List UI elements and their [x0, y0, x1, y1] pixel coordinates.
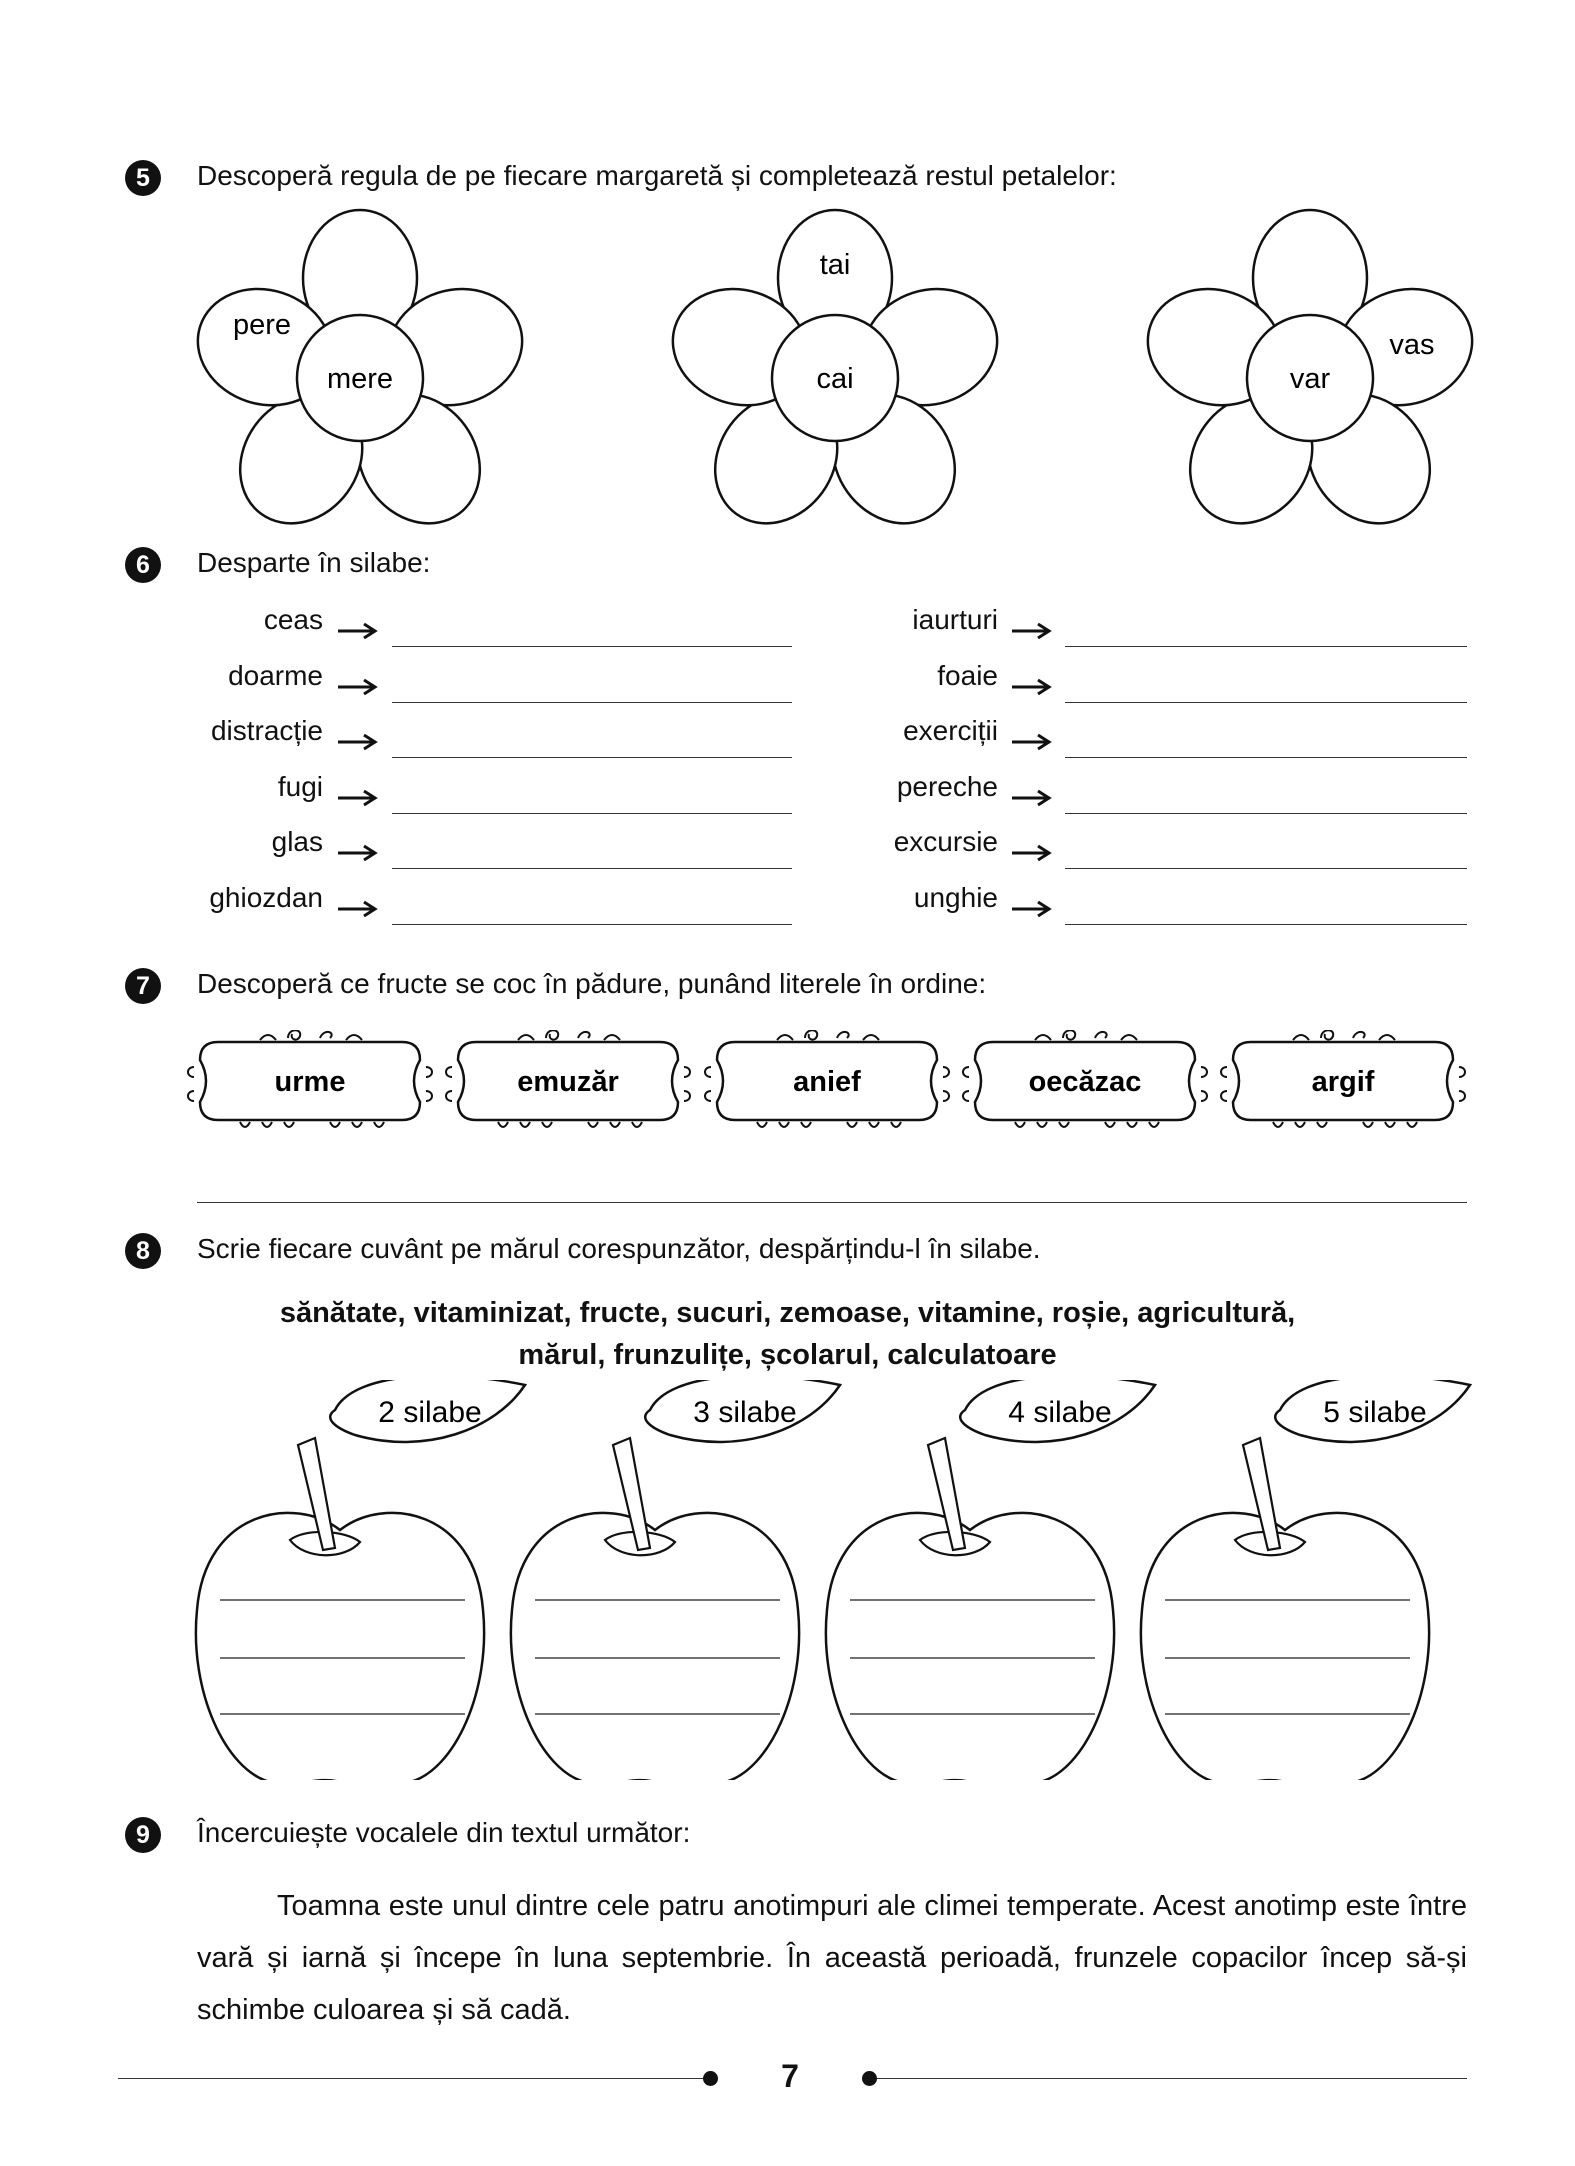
- syllable-word-left-1: ceas: [263, 604, 323, 635]
- syllable-answer-line-right-4[interactable]: [1065, 813, 1467, 814]
- syllable-word-right-1: iaurturi: [912, 604, 998, 635]
- syllable-answer-line-right-6[interactable]: [1065, 924, 1467, 925]
- syllable-word-left-3: distracție: [210, 715, 323, 746]
- flower-3-center: var: [1289, 363, 1331, 395]
- exercise-9-instruction: Încercuiește vocalele din textul următor:: [197, 1817, 691, 1848]
- syllable-answer-line-left-4[interactable]: [392, 813, 792, 814]
- footer-line-left: [118, 2078, 703, 2079]
- syllable-word-right-3: exerciții: [903, 715, 998, 746]
- arrow-icon: [336, 788, 380, 808]
- exercise-5-number: 5: [125, 160, 161, 196]
- vowels-paragraph[interactable]: Toamna este unul dintre cele patru anotimpuri ale climei temperate. Acest anotimp este între vară și iarnă și începe în luna septembrie. În această perioadă, frunzele copacilor încep să-și schimbe culoarea și să cadă.: [197, 1890, 1467, 2026]
- scrambled-word-2: emuzăr: [517, 1066, 619, 1098]
- flower-1-petal: pere: [232, 309, 292, 341]
- word-frame-3: [705, 1030, 949, 1127]
- exercise-7-instruction: Descoperă ce fructe se coc în pădure, punând literele în ordine:: [197, 968, 987, 999]
- exercise-8-number: 8: [125, 1233, 161, 1269]
- exercise-5-instruction: Descoperă regula de pe fiecare margaretă și completează restul petalelor:: [197, 160, 1117, 191]
- word-frame-5: [1221, 1030, 1465, 1127]
- syllable-word-left-4: fugi: [277, 771, 323, 802]
- flower-1: [183, 210, 538, 540]
- flower-3-petal: vas: [1389, 329, 1435, 361]
- word-frame-1: [188, 1030, 432, 1127]
- exercise-6-instruction: Desparte în silabe:: [197, 547, 431, 578]
- flower-2-center: cai: [816, 363, 854, 395]
- arrow-icon: [1010, 677, 1054, 697]
- flower-2-petal: tai: [819, 249, 851, 281]
- syllable-answer-line-right-3[interactable]: [1065, 757, 1467, 758]
- scrambled-word-1: urme: [274, 1066, 346, 1098]
- apple-2: [511, 1380, 840, 1780]
- apple-4: [1141, 1380, 1470, 1780]
- word-list-line-1: sănătate, vitaminizat, fructe, sucuri, zemoase, vitamine, roșie, agricultură,: [279, 1297, 1296, 1329]
- syllable-answer-line-left-6[interactable]: [392, 924, 792, 925]
- apples-area: [0, 1380, 1575, 1780]
- word-frame-4: [963, 1030, 1207, 1127]
- exercise-7-answer-line[interactable]: [197, 1202, 1467, 1203]
- syllable-word-right-2: foaie: [937, 660, 998, 691]
- exercise-7-number: 7: [125, 968, 161, 1004]
- arrow-icon: [336, 621, 380, 641]
- syllable-answer-line-right-1[interactable]: [1065, 646, 1467, 647]
- exercise-6-number: 6: [125, 547, 161, 583]
- scrambled-word-5: argif: [1311, 1066, 1375, 1098]
- syllable-answer-line-right-2[interactable]: [1065, 702, 1467, 703]
- apple-3-label: 4 silabe: [1008, 1396, 1112, 1429]
- apple-2-label: 3 silabe: [693, 1396, 797, 1429]
- exercise-8-instruction: Scrie fiecare cuvânt pe mărul corespunzător, despărțindu-l în silabe.: [197, 1233, 1041, 1264]
- arrow-icon: [336, 677, 380, 697]
- syllable-word-left-5: glas: [271, 826, 323, 857]
- footer-dot-right: [862, 2071, 877, 2086]
- arrow-icon: [336, 843, 380, 863]
- arrow-icon: [336, 899, 380, 919]
- flower-1-center: mere: [326, 363, 394, 395]
- syllable-answer-line-right-5[interactable]: [1065, 868, 1467, 869]
- arrow-icon: [1010, 621, 1054, 641]
- syllable-word-left-2: doarme: [228, 660, 323, 691]
- arrow-icon: [1010, 843, 1054, 863]
- word-list: [200, 1292, 1375, 1376]
- scrambled-word-3: anief: [793, 1066, 861, 1098]
- footer-dot-left: [703, 2071, 718, 2086]
- syllable-word-right-5: excursie: [893, 826, 998, 857]
- arrow-icon: [336, 732, 380, 752]
- footer-line-right: [877, 2078, 1467, 2079]
- apple-4-label: 5 silabe: [1323, 1396, 1427, 1429]
- scrambled-words: [0, 1030, 1575, 1140]
- syllable-answer-line-left-3[interactable]: [392, 757, 792, 758]
- syllable-word-right-6: unghie: [913, 882, 998, 913]
- word-frame-2: [446, 1030, 690, 1127]
- syllable-answer-line-left-5[interactable]: [392, 868, 792, 869]
- syllable-answer-line-left-1[interactable]: [392, 646, 792, 647]
- flower-2: [658, 210, 1013, 540]
- syllable-answer-line-left-2[interactable]: [392, 702, 792, 703]
- syllable-word-left-6: ghiozdan: [209, 882, 323, 913]
- flower-3: [1133, 210, 1488, 540]
- scrambled-word-4: oecăzac: [1028, 1066, 1142, 1098]
- arrow-icon: [1010, 899, 1054, 919]
- syllable-word-right-4: pereche: [896, 771, 998, 802]
- page-number: 7: [781, 2058, 799, 2094]
- exercise-9-number: 9: [125, 1817, 161, 1853]
- arrow-icon: [1010, 732, 1054, 752]
- flowers-area: [0, 200, 1575, 540]
- apple-3: [826, 1380, 1155, 1780]
- arrow-icon: [1010, 788, 1054, 808]
- vowels-text[interactable]: [197, 1880, 1467, 2036]
- apple-1: [196, 1380, 525, 1780]
- word-list-line-2: mărul, frunzulițe, școlarul, calculatoare: [518, 1339, 1057, 1371]
- apple-1-label: 2 silabe: [378, 1396, 482, 1429]
